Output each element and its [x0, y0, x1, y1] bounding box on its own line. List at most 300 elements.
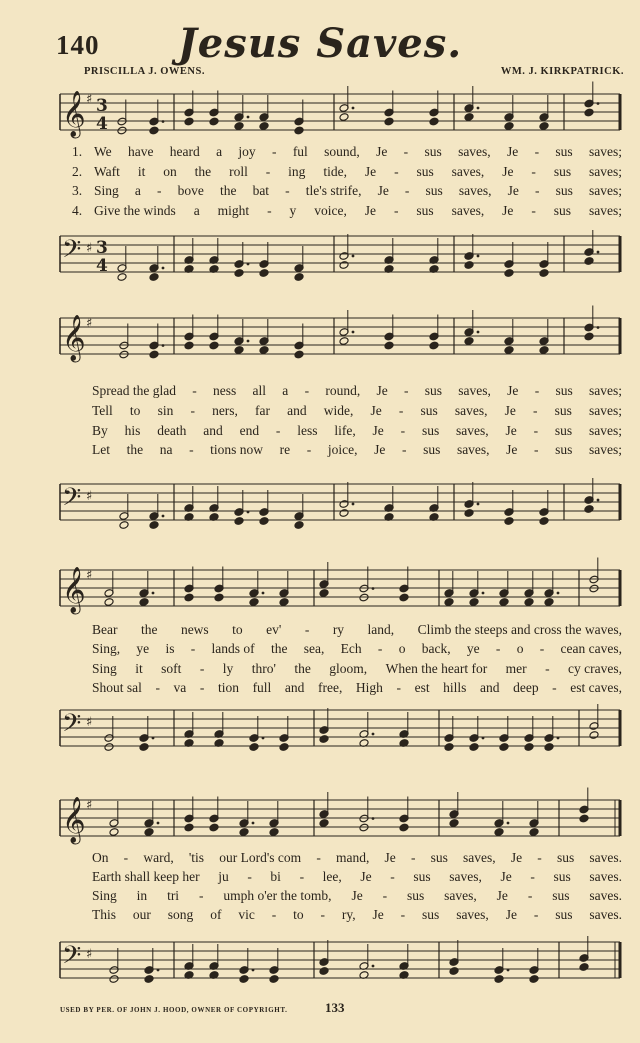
- treble-clef-icon: 𝄞: [62, 797, 86, 843]
- note-head-icon: [504, 346, 514, 355]
- lyric-syllable: tide,: [323, 164, 347, 179]
- lyric-syllable: a: [282, 383, 289, 398]
- lyric-syllable: Je: [372, 423, 384, 438]
- note-head-icon: [499, 598, 509, 607]
- dotted-note-dot-icon: [477, 107, 480, 110]
- note-head-icon: [234, 346, 244, 355]
- note-head-icon: [544, 598, 554, 607]
- lyric-syllable: the: [294, 661, 311, 676]
- dotted-note-dot-icon: [247, 116, 250, 119]
- dotted-note-dot-icon: [247, 511, 250, 514]
- note-head-icon: [579, 963, 589, 972]
- lyric-syllable: sus: [555, 183, 573, 198]
- hymn-number: 140: [56, 30, 100, 60]
- note-head-icon: [539, 122, 549, 131]
- lyric-syllable: saves,: [458, 183, 492, 198]
- composer-credit: WM. J. KIRKPATRICK.: [500, 66, 624, 77]
- note-head-icon: [259, 346, 269, 355]
- dotted-note-dot-icon: [597, 102, 600, 105]
- syllable-hyphen: -: [155, 680, 160, 695]
- lyric-syllable: less: [297, 423, 318, 438]
- dotted-note-dot-icon: [372, 733, 375, 736]
- lyric-syllable: ness: [213, 383, 237, 398]
- dotted-note-dot-icon: [162, 515, 165, 518]
- lyric-syllable: is: [165, 641, 175, 656]
- lyric-syllable: have: [127, 144, 154, 159]
- lyric-syllable: ful: [292, 144, 308, 159]
- lyric-syllable: ye: [466, 641, 480, 656]
- lyric-syllable: and: [203, 423, 223, 438]
- lyric-syllable: sound,: [324, 144, 360, 159]
- bass-staff-2: [54, 478, 626, 526]
- syllable-hyphen: -: [304, 383, 310, 398]
- treble-staff-2: [54, 312, 626, 360]
- lyric-syllable: est caves,: [570, 680, 622, 695]
- bass-clef-icon: 𝄢: [62, 235, 82, 270]
- lyric-syllable: saves.: [589, 850, 622, 865]
- treble-clef-icon: 𝄞: [62, 315, 86, 361]
- treble-staff-4: [54, 794, 626, 842]
- note-head-icon: [429, 341, 439, 350]
- note-head-icon: [429, 117, 439, 126]
- verse-number: 2.: [72, 164, 83, 179]
- lyric-syllable: on: [163, 164, 177, 179]
- note-head-icon: [399, 593, 409, 602]
- lyric-syllable: Je: [370, 403, 382, 418]
- lyric-syllable: saves;: [589, 423, 622, 438]
- dotted-note-dot-icon: [152, 592, 155, 595]
- syllable-hyphen: -: [403, 144, 409, 159]
- dotted-note-dot-icon: [252, 822, 255, 825]
- note-head-icon: [209, 823, 219, 832]
- lyric-syllable: free,: [317, 680, 343, 695]
- lyric-syllable: Sing,: [92, 641, 121, 656]
- syllable-hyphen: -: [545, 661, 550, 676]
- verse-number: 1.: [72, 144, 83, 159]
- note-head-icon: [444, 743, 454, 752]
- lyric-syllable: saves;: [589, 403, 622, 418]
- note-head-icon: [584, 257, 594, 266]
- note-head-icon: [234, 269, 244, 278]
- note-head-icon: [234, 122, 244, 131]
- syllable-hyphen: -: [495, 641, 501, 656]
- note-head-icon: [494, 975, 504, 984]
- dotted-note-dot-icon: [597, 251, 600, 254]
- key-signature-sharp-icon: ♯: [86, 715, 93, 730]
- lyric-syllable: o: [516, 641, 524, 656]
- syllable-hyphen: -: [404, 183, 410, 198]
- lyric-syllable: Je: [502, 203, 514, 218]
- lyric-syllable: sin: [157, 403, 174, 418]
- lyric-syllable: Je: [376, 144, 388, 159]
- lyric-syllable: saves;: [589, 183, 622, 198]
- lyric-syllable: far: [255, 403, 271, 418]
- note-head-icon: [269, 975, 279, 984]
- syllable-hyphen: -: [394, 164, 399, 179]
- note-head-icon: [319, 967, 329, 976]
- syllable-hyphen: -: [320, 907, 325, 922]
- note-head-icon: [259, 517, 269, 526]
- syllable-hyphen: -: [271, 144, 277, 159]
- syllable-hyphen: -: [531, 164, 536, 179]
- note-head-icon: [117, 273, 127, 282]
- time-signature-top-icon: 3: [96, 238, 108, 258]
- lyric-line: [54, 850, 624, 870]
- lyric-line: [54, 423, 624, 443]
- note-head-icon: [149, 273, 159, 282]
- lyric-syllable: sus: [423, 442, 441, 457]
- note-head-icon: [104, 598, 114, 607]
- note-head-icon: [149, 126, 159, 135]
- lyric-syllable: saves.: [589, 888, 622, 903]
- syllable-hyphen: -: [527, 888, 533, 903]
- lyric-syllable: saves,: [451, 164, 485, 179]
- lyric-syllable: of: [210, 907, 222, 922]
- lyric-syllable: it: [137, 164, 146, 179]
- lyric-syllable: saves,: [458, 383, 491, 398]
- dotted-note-dot-icon: [352, 331, 355, 334]
- note-head-icon: [149, 350, 159, 359]
- note-head-icon: [539, 346, 549, 355]
- note-head-icon: [524, 743, 534, 752]
- lyric-syllable: lee,: [322, 869, 342, 884]
- note-head-icon: [339, 113, 349, 122]
- note-head-icon: [469, 743, 479, 752]
- lyric-line: [54, 622, 624, 642]
- note-head-icon: [294, 126, 304, 135]
- lyric-syllable: the: [194, 164, 212, 179]
- dotted-note-dot-icon: [247, 263, 250, 266]
- lyric-syllable: saves;: [589, 203, 622, 218]
- page-number: 133: [325, 1000, 345, 1015]
- lyric-syllable: sus: [416, 203, 434, 218]
- syllable-hyphen: -: [533, 907, 539, 922]
- note-head-icon: [249, 598, 259, 607]
- lyric-syllable: Sing: [92, 888, 117, 903]
- lyric-syllable: Je: [507, 183, 519, 198]
- bass-clef-icon: 𝄢: [62, 941, 82, 976]
- dotted-note-dot-icon: [247, 340, 250, 343]
- lyric-syllable: na: [159, 442, 173, 457]
- dotted-note-dot-icon: [507, 969, 510, 972]
- treble-staff-svg-4: [54, 794, 626, 850]
- lyric-syllable: Waft: [94, 164, 120, 179]
- lyric-syllable: saves.: [589, 869, 622, 884]
- lyric-syllable: On: [92, 850, 109, 865]
- lyric-syllable: High: [355, 680, 383, 695]
- lyric-line: [54, 661, 624, 681]
- lyric-syllable: in: [136, 888, 148, 903]
- note-head-icon: [319, 589, 329, 598]
- lyric-syllable: o: [398, 641, 406, 656]
- lyric-syllable: sus: [553, 164, 572, 179]
- bass-staff-3: [54, 704, 626, 752]
- verse-number: 3.: [72, 183, 83, 198]
- lyric-syllable: and: [287, 403, 307, 418]
- lyric-syllable: soft: [161, 661, 182, 676]
- lyric-syllable: ly: [222, 661, 234, 676]
- dotted-note-dot-icon: [352, 255, 355, 258]
- lyric-syllable: saves,: [451, 203, 485, 218]
- note-head-icon: [319, 735, 329, 744]
- note-head-icon: [449, 967, 459, 976]
- note-head-icon: [339, 261, 349, 270]
- lyric-syllable: Je: [507, 383, 519, 398]
- lyric-syllable: voice,: [314, 203, 347, 218]
- lyric-syllable: Sing: [94, 183, 119, 198]
- treble-staff-svg-1: [54, 88, 626, 144]
- note-head-icon: [589, 731, 599, 740]
- dotted-note-dot-icon: [157, 969, 160, 972]
- bass-clef-icon: 𝄢: [62, 709, 82, 744]
- lyric-syllable: This: [92, 907, 117, 922]
- syllable-hyphen: -: [247, 869, 252, 884]
- lyric-syllable: sus: [554, 403, 572, 418]
- dotted-note-dot-icon: [157, 822, 160, 825]
- note-head-icon: [579, 814, 589, 823]
- lyric-syllable: Je: [496, 888, 508, 903]
- lyric-line: [54, 888, 624, 908]
- note-head-icon: [104, 743, 114, 752]
- lyric-syllable: sus: [552, 888, 570, 903]
- lyric-syllable: gloom,: [329, 661, 368, 676]
- treble-staff-1: [54, 88, 626, 136]
- note-head-icon: [239, 975, 249, 984]
- note-head-icon: [584, 108, 594, 117]
- note-head-icon: [294, 521, 304, 530]
- note-head-icon: [464, 261, 474, 270]
- lyric-syllable: Ech: [340, 641, 362, 656]
- syllable-hyphen: -: [189, 442, 194, 457]
- lyric-syllable: end: [239, 423, 260, 438]
- lyric-syllable: sus: [430, 850, 448, 865]
- dotted-note-dot-icon: [597, 499, 600, 502]
- lyric-line: [54, 183, 624, 203]
- lyric-syllable: mand,: [335, 850, 370, 865]
- key-signature-sharp-icon: ♯: [86, 798, 93, 813]
- lyric-syllable: heard: [169, 144, 200, 159]
- lyric-syllable: Je: [502, 164, 514, 179]
- lyric-syllable: saves,: [449, 869, 482, 884]
- lyric-syllable: news: [180, 622, 209, 637]
- bass-staff-svg-3: [54, 704, 626, 760]
- syllable-hyphen: -: [398, 403, 404, 418]
- lyric-syllable: Je: [506, 442, 518, 457]
- note-head-icon: [144, 828, 154, 837]
- note-head-icon: [209, 341, 219, 350]
- lyric-syllable: sus: [555, 383, 573, 398]
- lyric-syllable: tle's strife,: [305, 183, 362, 198]
- lyric-syllable: Je: [360, 869, 372, 884]
- lyric-syllable: Je: [372, 907, 384, 922]
- lyric-syllable: saves,: [456, 423, 489, 438]
- lyric-line: [54, 164, 624, 184]
- lyric-syllable: to: [129, 403, 141, 418]
- note-head-icon: [119, 521, 129, 530]
- note-head-icon: [339, 337, 349, 346]
- lyric-syllable: sea,: [303, 641, 325, 656]
- lyric-syllable: Shout sal: [92, 680, 142, 695]
- dotted-note-dot-icon: [252, 969, 255, 972]
- lyric-syllable: Je: [364, 164, 377, 179]
- dotted-note-dot-icon: [482, 737, 485, 740]
- syllable-hyphen: -: [400, 423, 406, 438]
- lyric-syllable: the: [219, 183, 237, 198]
- lyric-syllable: Give the winds: [94, 203, 176, 218]
- lyric-syllable: ye: [136, 641, 150, 656]
- note-head-icon: [464, 337, 474, 346]
- lyric-syllable: sus: [554, 423, 573, 438]
- lyric-line: [54, 442, 624, 462]
- bass-staff-svg-2: [54, 478, 626, 534]
- syllable-hyphen: -: [285, 183, 290, 198]
- lyric-syllable: our: [132, 907, 151, 922]
- syllable-hyphen: -: [531, 203, 536, 218]
- treble-staff-3: [54, 564, 626, 612]
- syllable-hyphen: -: [190, 403, 195, 418]
- lyric-syllable: vic: [238, 907, 255, 922]
- note-head-icon: [279, 598, 289, 607]
- syllable-hyphen: -: [304, 622, 310, 637]
- bass-staff-1: [54, 230, 626, 278]
- dotted-note-dot-icon: [557, 737, 560, 740]
- note-head-icon: [209, 117, 219, 126]
- lyric-syllable: ward,: [143, 850, 174, 865]
- note-head-icon: [499, 743, 509, 752]
- lyric-syllable: saves,: [456, 442, 490, 457]
- lyric-syllable: Je: [500, 869, 512, 884]
- syllable-hyphen: -: [382, 888, 388, 903]
- lyric-syllable: ju: [218, 869, 229, 884]
- dotted-note-dot-icon: [372, 965, 375, 968]
- syllable-hyphen: -: [198, 888, 204, 903]
- syllable-hyphen: -: [316, 850, 321, 865]
- lyric-line: [54, 680, 624, 700]
- lyric-syllable: life,: [334, 423, 356, 438]
- dotted-note-dot-icon: [262, 592, 265, 595]
- dotted-note-dot-icon: [597, 326, 600, 329]
- note-head-icon: [529, 828, 539, 837]
- dotted-note-dot-icon: [477, 331, 480, 334]
- lyric-syllable: tions now: [210, 442, 264, 457]
- note-head-icon: [139, 743, 149, 752]
- lyric-syllable: sus: [421, 423, 440, 438]
- lyric-syllable: saves,: [456, 907, 489, 922]
- verse-number: 4.: [72, 203, 83, 218]
- lyric-syllable: saves;: [589, 442, 622, 457]
- note-head-icon: [184, 117, 194, 126]
- lyric-syllable: sus: [555, 907, 573, 922]
- lyric-syllable: to: [232, 622, 243, 637]
- syllable-hyphen: -: [534, 442, 539, 457]
- lyric-syllable: the: [126, 442, 144, 457]
- syllable-hyphen: -: [192, 383, 197, 398]
- lyric-syllable: Spread the glad: [92, 383, 176, 398]
- note-head-icon: [444, 598, 454, 607]
- lyric-line: [54, 403, 624, 423]
- bass-staff-svg-4: [54, 936, 626, 992]
- note-head-icon: [259, 269, 269, 278]
- lyric-syllable: sus: [424, 144, 442, 159]
- note-head-icon: [504, 517, 514, 526]
- lyric-syllable: Je: [377, 183, 389, 198]
- lyric-syllable: the: [140, 622, 158, 637]
- lyric-syllable: song: [167, 907, 194, 922]
- syllable-hyphen: -: [199, 661, 205, 676]
- lyric-syllable: roll: [229, 164, 248, 179]
- lyric-syllable: Je: [505, 423, 517, 438]
- dotted-note-dot-icon: [352, 107, 355, 110]
- note-head-icon: [494, 828, 504, 837]
- note-head-icon: [269, 828, 279, 837]
- lyric-syllable: Je: [374, 442, 386, 457]
- note-head-icon: [544, 743, 554, 752]
- lyric-syllable: By: [92, 423, 108, 438]
- hymn-title: Jesus Saves.: [177, 20, 463, 67]
- lyric-syllable: sus: [420, 403, 438, 418]
- syllable-hyphen: -: [190, 641, 196, 656]
- syllable-hyphen: -: [537, 850, 542, 865]
- dotted-note-dot-icon: [477, 255, 480, 258]
- syllable-hyphen: -: [539, 641, 545, 656]
- lyric-syllable: sus: [553, 203, 572, 218]
- lyric-syllable: and: [284, 680, 305, 695]
- note-head-icon: [184, 341, 194, 350]
- lyric-syllable: Je: [351, 888, 363, 903]
- lyric-syllable: saves;: [589, 164, 622, 179]
- key-signature-sharp-icon: ♯: [86, 568, 93, 583]
- syllable-hyphen: -: [403, 383, 409, 398]
- note-head-icon: [149, 521, 159, 530]
- lyric-syllable: sus: [416, 164, 434, 179]
- dotted-note-dot-icon: [507, 822, 510, 825]
- lyric-line: [54, 383, 624, 403]
- syllable-hyphen: -: [535, 183, 540, 198]
- note-head-icon: [449, 819, 459, 828]
- lyric-syllable: the: [270, 641, 288, 656]
- lyric-line: [54, 869, 624, 889]
- syllable-hyphen: -: [271, 907, 277, 922]
- lyric-syllable: our Lord's com: [219, 850, 302, 865]
- syllable-hyphen: -: [393, 203, 399, 218]
- lyric-syllable: saves,: [463, 850, 496, 865]
- lyric-syllable: est: [414, 680, 430, 695]
- key-signature-sharp-icon: ♯: [86, 947, 93, 962]
- lyric-syllable: sus: [555, 442, 573, 457]
- lyric-syllable: joice,: [327, 442, 358, 457]
- note-head-icon: [234, 517, 244, 526]
- syllable-hyphen: -: [123, 850, 129, 865]
- lyric-syllable: saves,: [444, 888, 477, 903]
- bass-staff-svg-1: [54, 230, 626, 286]
- lyric-syllable: saves;: [589, 383, 622, 398]
- lyric-syllable: his: [124, 423, 141, 438]
- note-head-icon: [249, 743, 259, 752]
- lyric-syllable: saves,: [458, 144, 491, 159]
- lyric-syllable: thro': [251, 661, 276, 676]
- lyric-syllable: Je: [507, 144, 519, 159]
- lyric-syllable: sus: [555, 144, 573, 159]
- note-head-icon: [539, 517, 549, 526]
- lyric-syllable: death: [157, 423, 187, 438]
- note-head-icon: [139, 598, 149, 607]
- lyric-syllable: ev': [266, 622, 282, 637]
- lyric-syllable: tri: [167, 888, 180, 903]
- lyric-syllable: sus: [553, 869, 571, 884]
- lyric-syllable: sus: [556, 850, 575, 865]
- lyric-syllable: cy craves,: [568, 661, 622, 676]
- lyric-syllable: ing: [288, 164, 306, 179]
